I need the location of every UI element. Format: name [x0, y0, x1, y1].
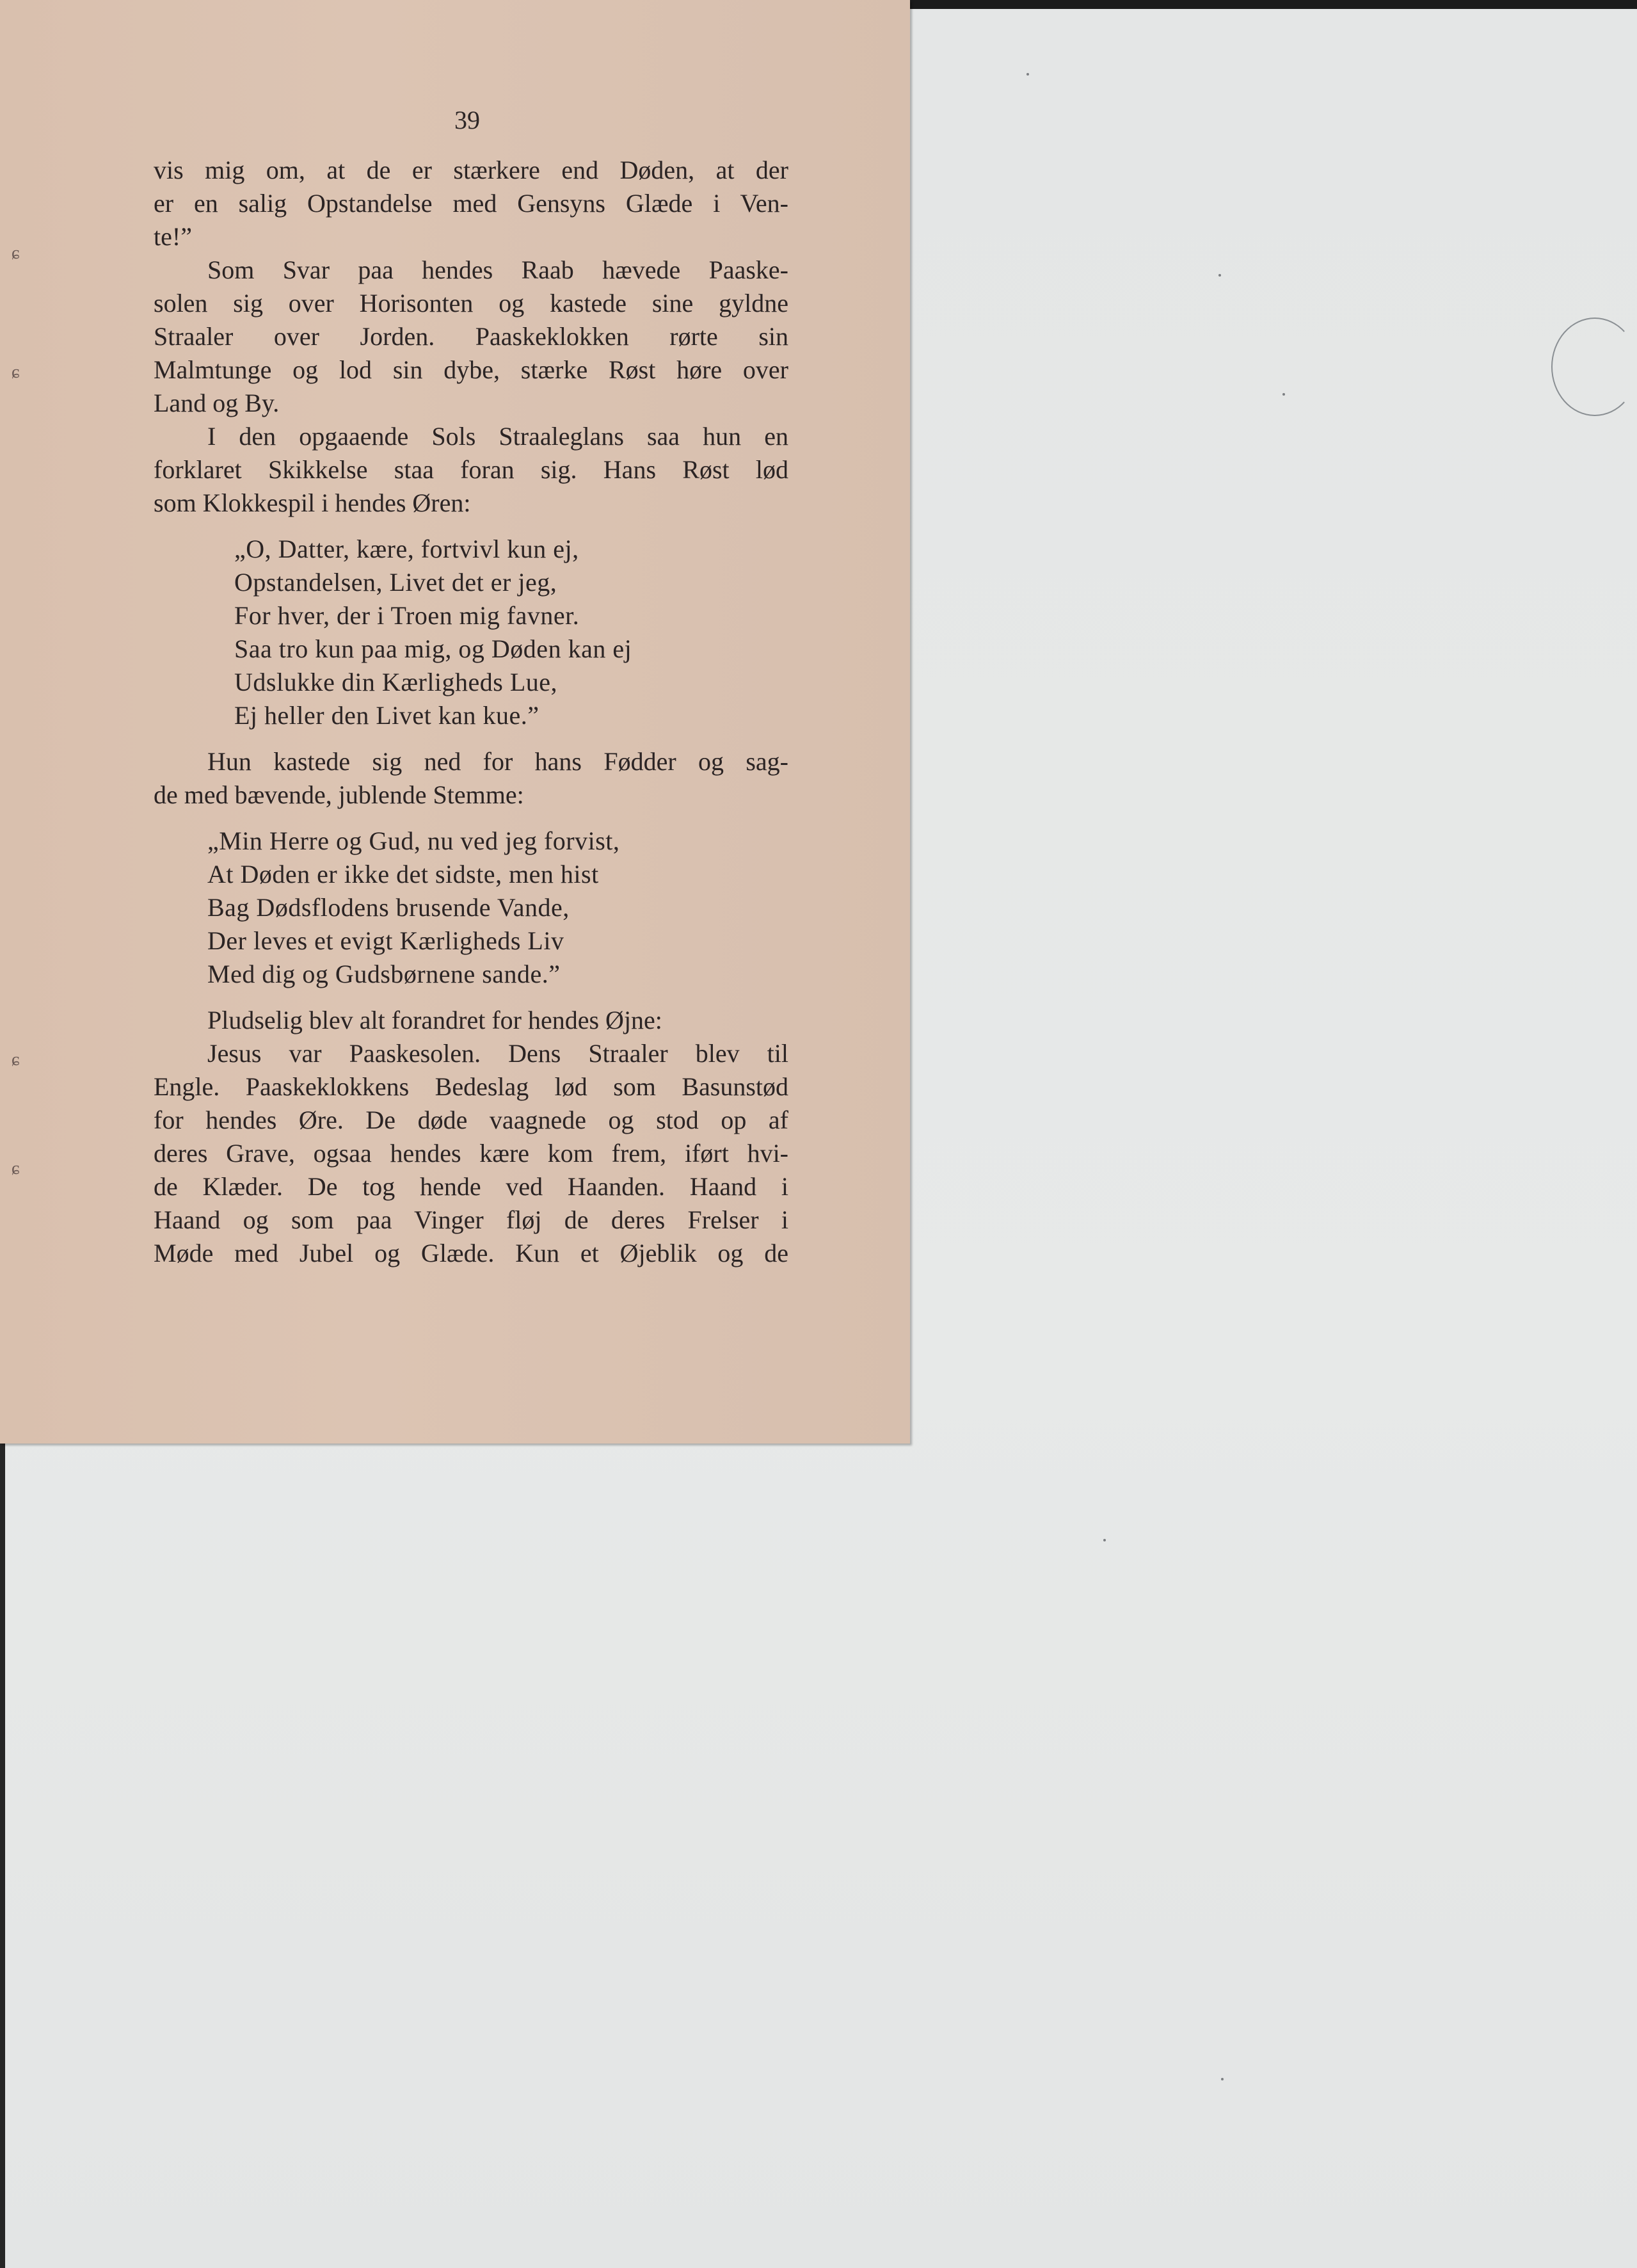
- poem-line: Udslukke din Kærligheds Lue,: [234, 668, 558, 696]
- text-line: som Klokkespil i hendes Øren:: [154, 488, 471, 517]
- poem-line: Med dig og Gudsbørnene sande.”: [207, 960, 561, 988]
- poem-2: [207, 824, 788, 991]
- text-line: Hun kastede sig ned for hans Fødder og sag-: [207, 747, 788, 776]
- binding-mark: ɕ: [12, 362, 20, 382]
- text-line: Jesus var Paaskesolen. Dens Straaler blev til: [207, 1039, 788, 1068]
- text-line: solen sig over Horisonten og kastede sine gyldne: [154, 289, 788, 318]
- binding-mark: ɕ: [12, 243, 20, 263]
- text-line: Pludselig blev alt forandret for hendes Øjne:: [207, 1006, 662, 1034]
- dust-speck: [1026, 73, 1029, 76]
- poem-line: Saa tro kun paa mig, og Døden kan ej: [234, 634, 632, 663]
- poem-line: Bag Dødsflodens brusende Vande,: [207, 893, 570, 922]
- text-line: te!”: [154, 222, 192, 251]
- text-line: for hendes Øre. De døde vaagnede og stod op af: [154, 1106, 788, 1134]
- text-line: Som Svar paa hendes Raab hævede Paaske-: [207, 255, 788, 284]
- poem-line: Der leves et evigt Kærligheds Liv: [207, 926, 564, 955]
- text-line: I den opgaaende Sols Straaleglans saa hun en: [207, 422, 788, 451]
- text-line: Haand og som paa Vinger fløj de deres Frelser i: [154, 1205, 788, 1234]
- book-page: [0, 0, 910, 1444]
- paragraph-6: [154, 1037, 788, 1270]
- binding-mark: ɕ: [12, 1050, 20, 1070]
- poem-line: Ej heller den Livet kan kue.”: [234, 701, 539, 730]
- text-line: deres Grave, ogsaa hendes kære kom frem, iført hvi-: [154, 1139, 788, 1168]
- paragraph-3: [154, 420, 788, 520]
- text-line: forklaret Skikkelse staa foran sig. Hans Røst lød: [154, 455, 788, 484]
- text-line: vis mig om, at de er stærkere end Døden, at der: [154, 156, 788, 184]
- text-line: de Klæder. De tog hende ved Haanden. Haand i: [154, 1172, 788, 1201]
- poem-line: Opstandelsen, Livet det er jeg,: [234, 568, 557, 597]
- page-number: 39: [454, 106, 480, 134]
- scan-edge-left: [0, 1444, 5, 2268]
- text-line: Straaler over Jorden. Paaskeklokken rørte sin: [154, 322, 788, 351]
- dust-speck: [1282, 393, 1285, 396]
- poem-line: At Døden er ikke det sidste, men hist: [207, 860, 599, 889]
- text-line: Engle. Paaskeklokkens Bedeslag lød som Basunstød: [154, 1072, 788, 1101]
- text-line: de med bævende, jublende Stemme:: [154, 780, 524, 809]
- dust-speck: [1103, 1539, 1106, 1541]
- binding-mark: ɕ: [12, 1159, 20, 1178]
- poem-1: [234, 533, 788, 732]
- paragraph-4: [154, 745, 788, 812]
- dust-speck: [1221, 2078, 1224, 2080]
- paragraph-2: [154, 253, 788, 420]
- poem-line: For hver, der i Troen mig favner.: [234, 601, 580, 630]
- text-line: er en salig Opstandelse med Gensyns Glæde i Ven-: [154, 189, 788, 218]
- text-line: Møde med Jubel og Glæde. Kun et Øjeblik og de: [154, 1239, 788, 1267]
- poem-line: „Min Herre og Gud, nu ved jeg forvist,: [207, 826, 620, 855]
- text-line: Land og By.: [154, 389, 280, 417]
- scan-edge-top: [909, 0, 1637, 9]
- dust-speck: [1218, 274, 1221, 277]
- paragraph-5: [154, 1004, 788, 1037]
- text-line: Malmtunge og lod sin dybe, stærke Røst høre over: [154, 355, 788, 384]
- paragraph-1: [154, 154, 788, 253]
- page-text: [154, 154, 788, 1270]
- poem-line: „O, Datter, kære, fortvivl kun ej,: [234, 535, 579, 563]
- circle-mark: [1551, 318, 1637, 416]
